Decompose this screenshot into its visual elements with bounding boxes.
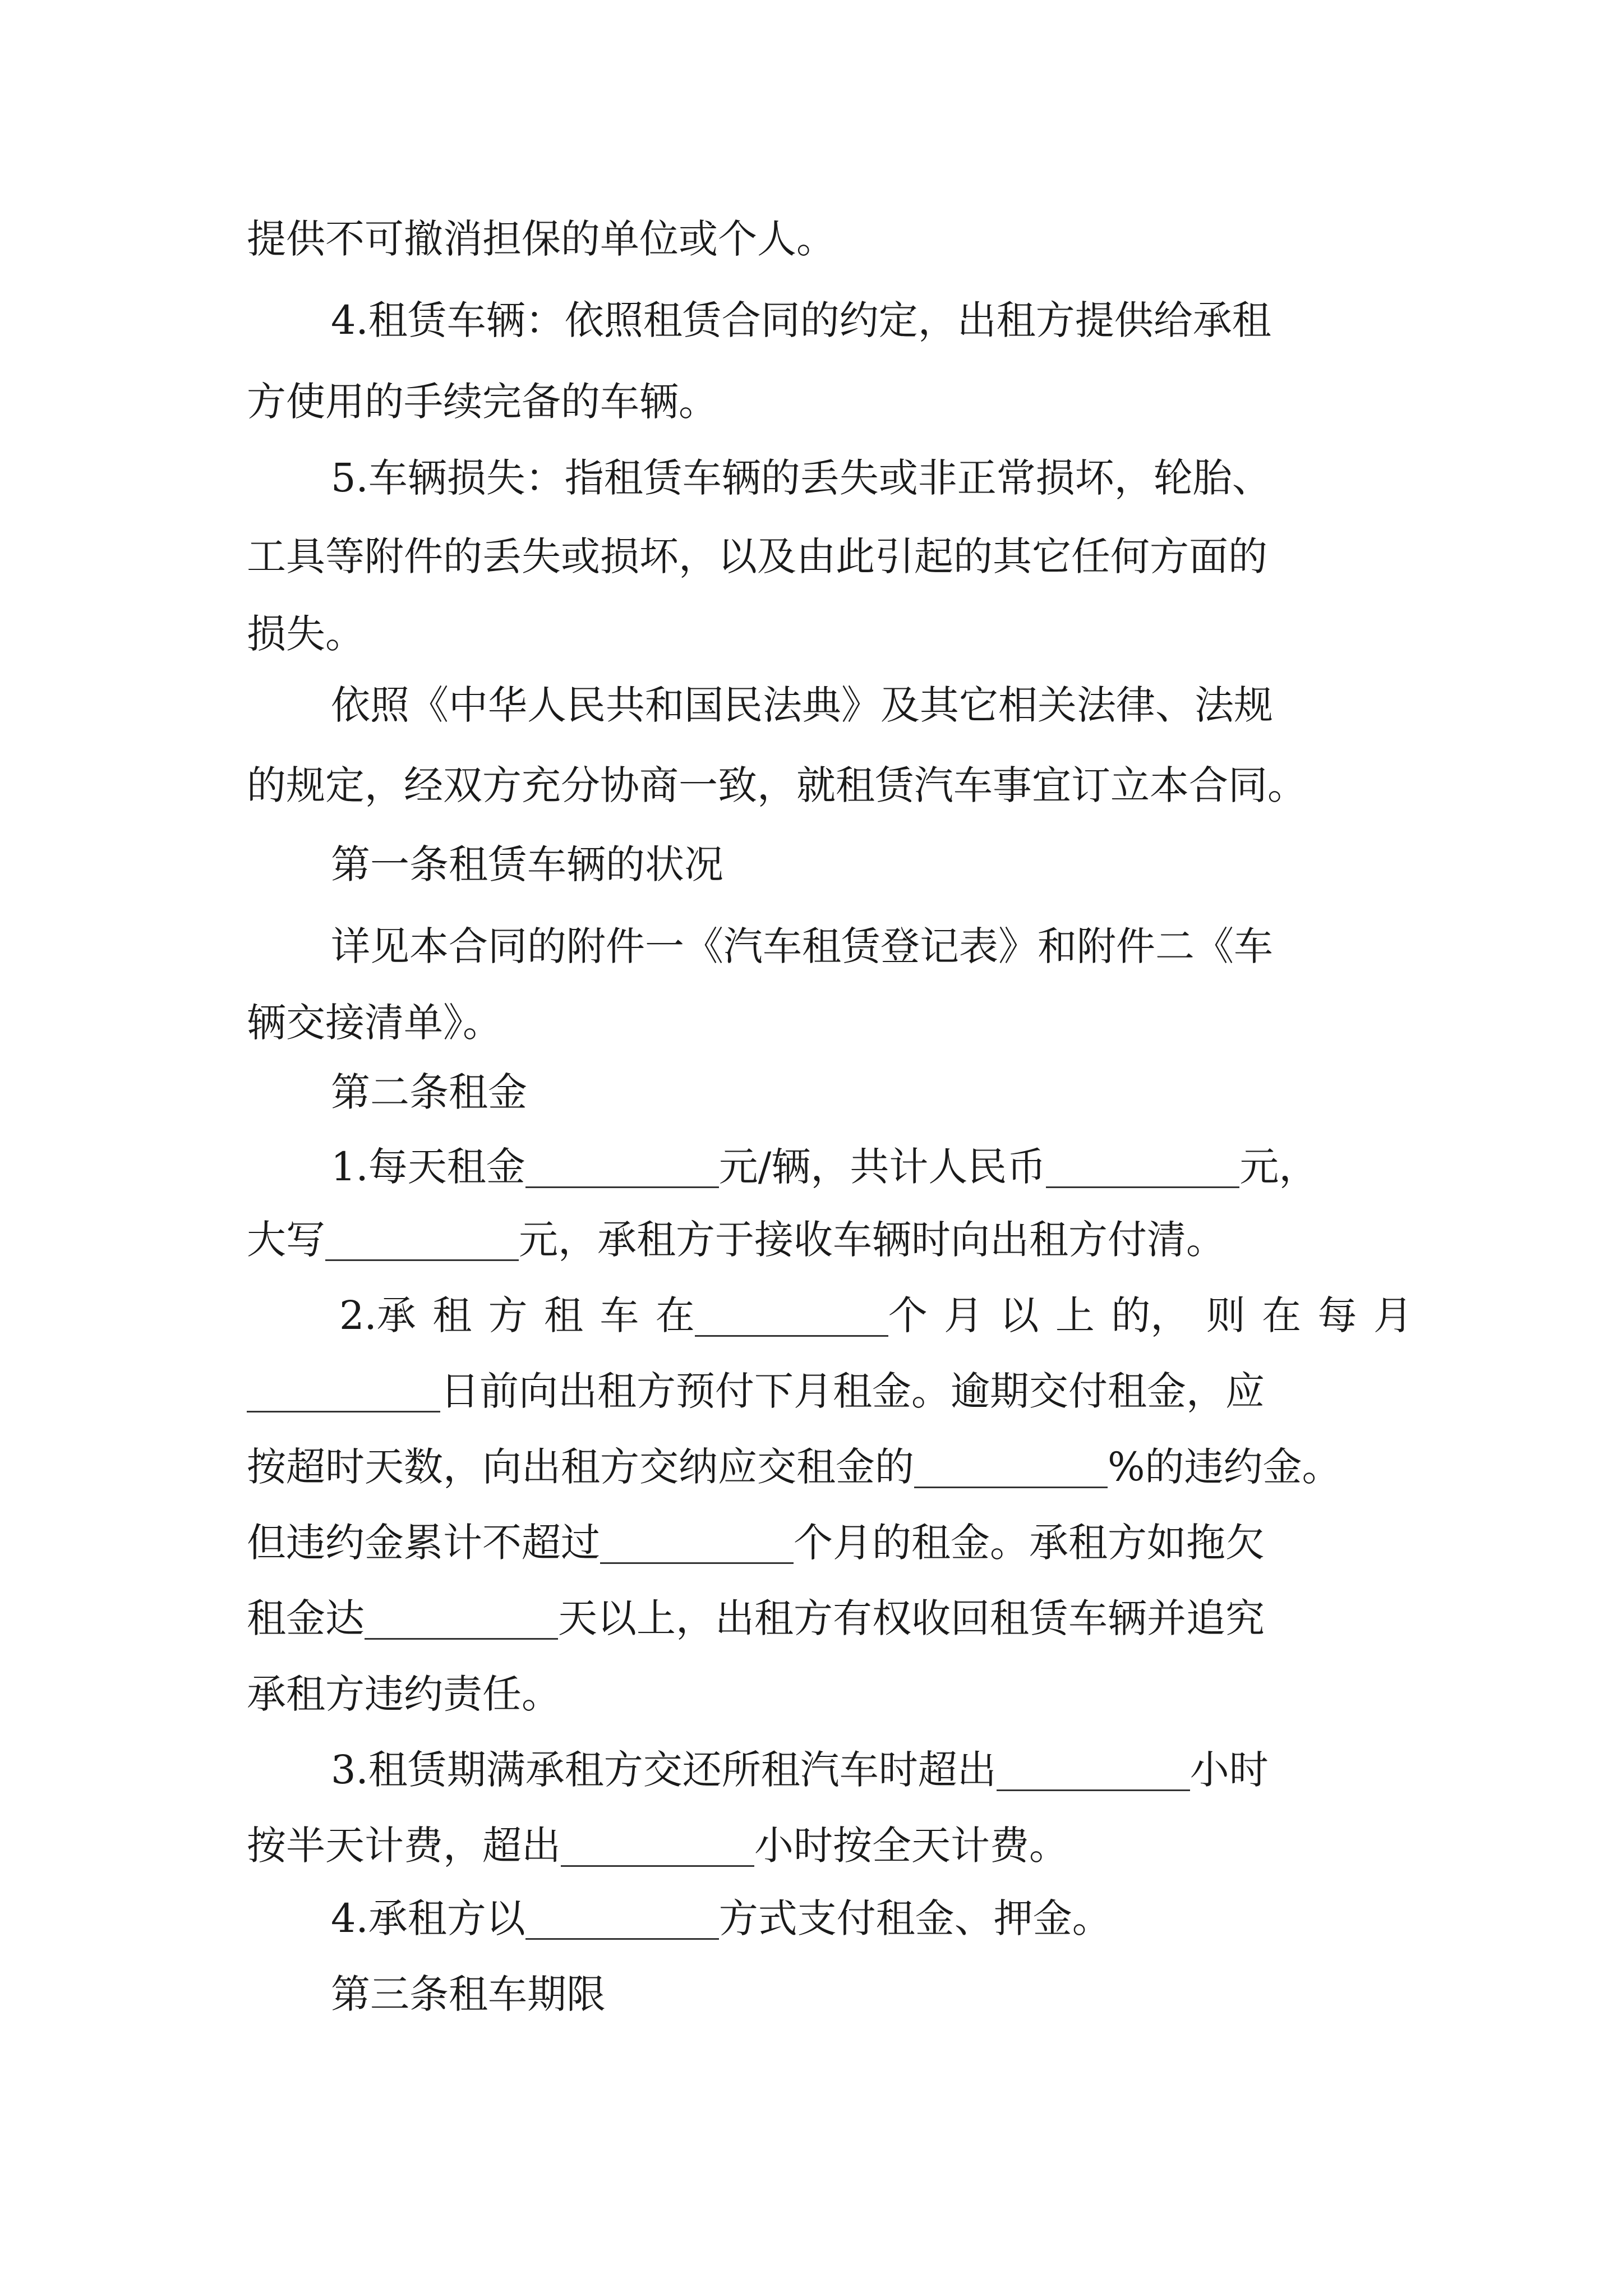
article-2-title: 第二条租金 (331, 1069, 527, 1115)
rent-text: 方式支付租金、押金。 (718, 1895, 1112, 1941)
rent-line-9 (331, 1742, 1391, 1798)
fill-blank-full-day-hours[interactable] (561, 1829, 754, 1867)
rent-text: 按超时天数，向出租方交纳应交租金的 (247, 1444, 914, 1490)
rent-word: 则 (1206, 1292, 1246, 1338)
paragraph-line (331, 292, 1391, 348)
rent-line-8: 承租方违约责任。 (247, 1671, 561, 1717)
rent-word: 车 (600, 1292, 639, 1338)
rent-line-11 (331, 1890, 1391, 1947)
rent-line-4 (247, 1363, 1391, 1419)
rent-word: 个 (888, 1292, 928, 1338)
rent-word: 月 (944, 1292, 984, 1338)
rent-text: 3.租赁期满承租方交还所租汽车时超出 (331, 1747, 997, 1793)
rent-word: 月 (1373, 1292, 1413, 1338)
paragraph-line: 提供不可撤消担保的单位或个人。 (247, 216, 836, 262)
paragraph-line: 依照《中华人民共和国民法典》及其它相关法律、法规 (331, 682, 1273, 728)
rent-word: 以 (999, 1292, 1039, 1338)
rent-line-6 (247, 1515, 1391, 1571)
rent-word: 每 (1317, 1292, 1357, 1338)
fill-blank-penalty-percent[interactable] (914, 1451, 1108, 1488)
rent-word: 方 (488, 1292, 528, 1338)
paragraph-line: 方使用的手续完备的车辆。 (247, 379, 718, 425)
paragraph-line: 的规定，经双方充分协商一致，就租赁汽车事宜订立本合同。 (247, 762, 1307, 808)
rent-text: 1.每天租金 (331, 1144, 525, 1190)
rent-line-5 (247, 1439, 1391, 1495)
rent-word: 租 (432, 1292, 472, 1338)
rent-word: 租 (543, 1292, 583, 1338)
paragraph-line: 详见本合同的附件一《汽车租赁登记表》和附件二《车 (331, 923, 1273, 969)
paragraph-line: 工具等附件的丢失或损坏，以及由此引起的其它任何方面的 (247, 533, 1267, 579)
rent-text: 个月的租金。承租方如拖欠 (794, 1520, 1265, 1566)
rent-text: 4.承租方以 (331, 1895, 525, 1941)
rent-text: 大写 (247, 1217, 325, 1263)
fill-blank-total-rmb[interactable] (1046, 1151, 1239, 1188)
rent-line-1 (331, 1139, 1391, 1195)
paragraph-line: 5.车辆损失：指租赁车辆的丢失或非正常损坏，轮胎、 (331, 455, 1271, 501)
rent-word: 的， (1111, 1292, 1190, 1338)
rent-line-2 (247, 1212, 1391, 1268)
article-1-title: 第一条租赁车辆的状况 (331, 841, 723, 887)
rent-text: 日前向出租方预付下月租金。逾期交付租金，应 (440, 1368, 1265, 1414)
fill-blank-payment-method[interactable] (525, 1902, 719, 1940)
rent-text: 小时 (1189, 1747, 1269, 1793)
fill-blank-daily-rent[interactable] (525, 1151, 719, 1188)
rent-line-3 (339, 1287, 1413, 1343)
paragraph-line: 损失。 (247, 611, 365, 657)
rent-text: 按半天计费，超出 (247, 1823, 561, 1869)
rent-line-10 (247, 1818, 1391, 1874)
rent-text: 小时按全天计费。 (754, 1823, 1068, 1869)
rent-word: 2. (339, 1292, 377, 1338)
fill-blank-months[interactable] (695, 1299, 888, 1337)
paragraph-line: 辆交接清单》。 (247, 1000, 502, 1046)
fill-blank-penalty-months[interactable] (600, 1526, 794, 1564)
rent-text: 元，承租方于接收车辆时向出租方付清。 (519, 1217, 1225, 1263)
rent-text: 天以上，出租方有权收回租赁车辆并追究 (558, 1595, 1265, 1641)
rent-text: %的违约金。 (1108, 1444, 1341, 1490)
fill-blank-half-day-hours[interactable] (997, 1754, 1190, 1791)
fill-blank-overdue-days[interactable] (365, 1602, 558, 1640)
article-3-title: 第三条租车期限 (331, 1971, 606, 2017)
rent-word: 在 (655, 1292, 695, 1338)
fill-blank-day-of-month[interactable] (247, 1375, 440, 1412)
rent-text: 但违约金累计不超过 (247, 1520, 600, 1566)
rent-line-7 (247, 1590, 1391, 1646)
paragraph-text: 4.租赁车辆：依照租赁合同的约定，出租方提供给承租 (331, 297, 1271, 343)
rent-word: 在 (1262, 1292, 1302, 1338)
rent-text: 元， (1239, 1144, 1318, 1190)
rent-text: 元/辆，共计人民币 (718, 1144, 1046, 1190)
rent-text: 租金达 (247, 1595, 365, 1641)
rent-word: 承 (376, 1292, 416, 1338)
rent-word: 上 (1055, 1292, 1095, 1338)
fill-blank-amount-in-words[interactable] (325, 1223, 519, 1261)
